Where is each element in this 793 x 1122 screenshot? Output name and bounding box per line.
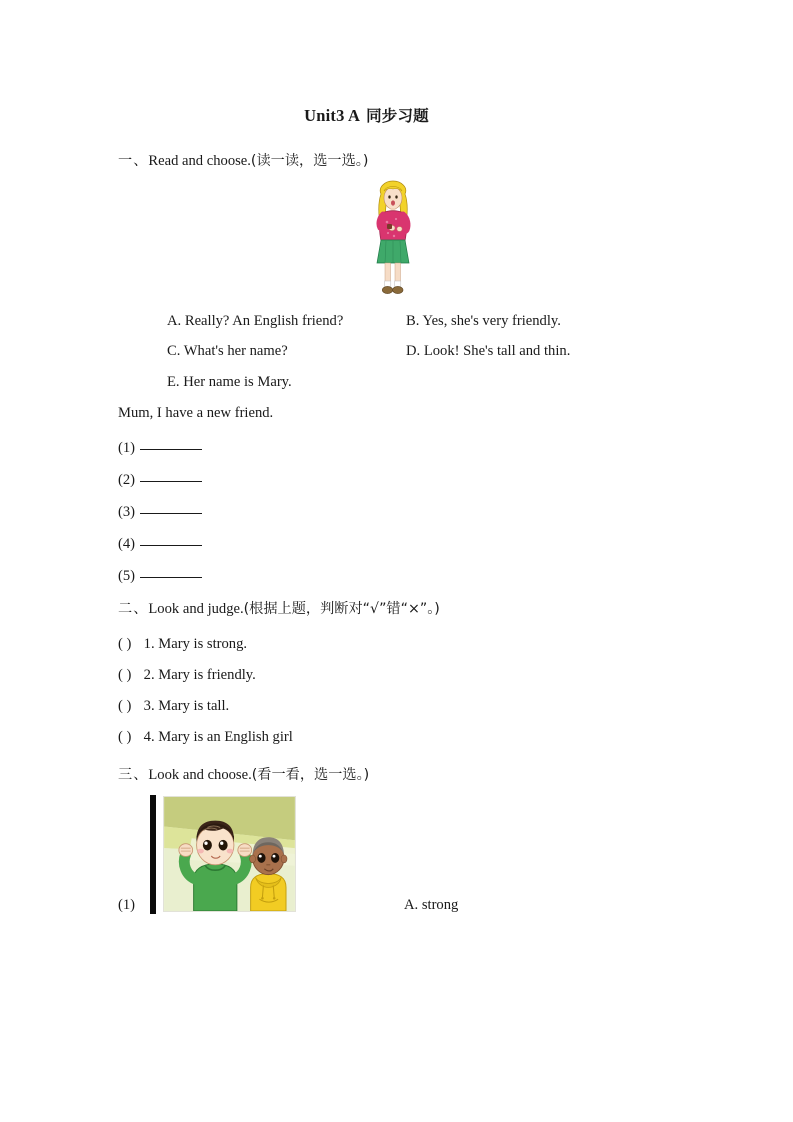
judge-item-4[interactable] bbox=[118, 729, 293, 746]
answer-blank-5-label: (5) bbox=[118, 568, 136, 584]
answer-blank-2-label: (2) bbox=[118, 472, 136, 488]
judge-item-1-answer-box[interactable]: ( ) bbox=[118, 636, 132, 652]
section-three-heading-cn: (看一看，选一选。) bbox=[251, 767, 370, 783]
answer-blank-3[interactable] bbox=[118, 502, 202, 521]
option-a[interactable]: A. Really? An English friend? bbox=[167, 313, 344, 329]
page-title-en: Unit3 A bbox=[304, 106, 361, 125]
judge-item-3-answer-box[interactable]: ( ) bbox=[118, 698, 132, 714]
section-three-number: 三、 bbox=[118, 767, 149, 783]
answer-blank-4-line[interactable] bbox=[140, 534, 202, 546]
judge-item-3-text: 3. Mary is tall. bbox=[143, 698, 230, 714]
judge-item-4-text: 4. Mary is an English girl bbox=[143, 729, 293, 745]
judge-item-1-text: 1. Mary is strong. bbox=[143, 636, 248, 652]
judge-item-2-text: 2. Mary is friendly. bbox=[143, 667, 256, 683]
girl-illustration bbox=[366, 178, 420, 300]
answer-blank-1-line[interactable] bbox=[140, 438, 202, 450]
answer-blank-2-line[interactable] bbox=[140, 470, 202, 482]
option-b[interactable]: B. Yes, she's very friendly. bbox=[406, 313, 561, 329]
section-two-heading bbox=[118, 598, 440, 618]
two-boys-illustration bbox=[163, 796, 296, 912]
section-two-number: 二、 bbox=[118, 601, 149, 617]
section-one-number: 一、 bbox=[118, 153, 149, 169]
option-d[interactable]: D. Look! She's tall and thin. bbox=[406, 343, 571, 359]
option-c[interactable]: C. What's her name? bbox=[167, 343, 288, 359]
vertical-rule-divider bbox=[150, 795, 156, 914]
judge-item-2-answer-box[interactable]: ( ) bbox=[118, 667, 132, 683]
answer-blank-4-label: (4) bbox=[118, 536, 136, 552]
answer-blank-1-label: (1) bbox=[118, 440, 136, 456]
answer-blank-5[interactable] bbox=[118, 566, 202, 585]
answer-blank-4[interactable] bbox=[118, 534, 202, 553]
section-three-question-number: (1) bbox=[118, 897, 136, 913]
judge-item-3[interactable] bbox=[118, 698, 229, 715]
section-three-heading-en: Look and choose. bbox=[148, 767, 252, 783]
section-three-heading bbox=[118, 764, 369, 784]
judge-item-1[interactable] bbox=[118, 636, 247, 653]
section-three-option-a[interactable]: A. strong bbox=[404, 897, 459, 913]
dialogue-prompt: Mum, I have a new friend. bbox=[118, 405, 274, 421]
section-two-heading-cn: (根据上题，判断对“√”错“×”。) bbox=[243, 601, 440, 617]
page-title bbox=[0, 104, 793, 126]
answer-blank-5-line[interactable] bbox=[140, 566, 202, 578]
answer-blank-2[interactable] bbox=[118, 470, 202, 489]
option-e[interactable]: E. Her name is Mary. bbox=[167, 374, 292, 390]
section-two-heading-en: Look and judge. bbox=[148, 601, 244, 617]
answer-blank-3-line[interactable] bbox=[140, 502, 202, 514]
answer-blank-3-label: (3) bbox=[118, 504, 136, 520]
judge-item-2[interactable] bbox=[118, 667, 256, 684]
section-one-heading bbox=[118, 150, 368, 170]
judge-item-4-answer-box[interactable]: ( ) bbox=[118, 729, 132, 745]
answer-blank-1[interactable] bbox=[118, 438, 202, 457]
section-one-heading-cn: (读一读，选一选。) bbox=[250, 153, 369, 169]
page-title-cn: 同步习题 bbox=[366, 107, 429, 125]
section-one-heading-en: Read and choose. bbox=[148, 153, 251, 169]
